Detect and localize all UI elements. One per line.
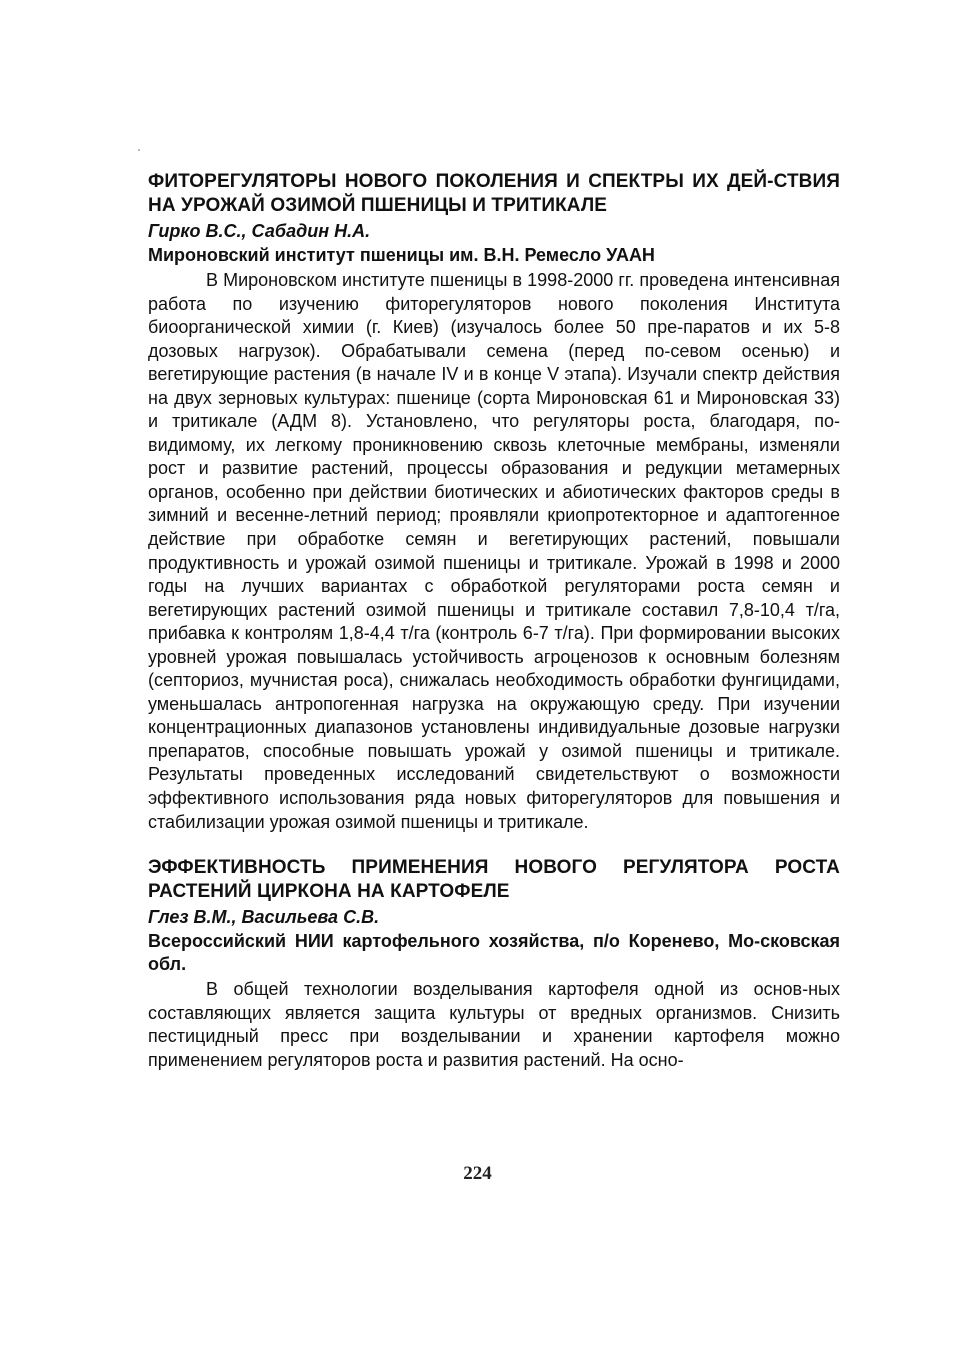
article-authors: Гирко В.С., Сабадин Н.А.	[148, 221, 371, 241]
article-1	[148, 170, 840, 834]
article-body: В Мироновском институте пшеницы в 1998-2000 гг. проведена интенсивная работа по изучению фиторегуляторов нового поколения Института биоорганической химии (г. Киев) (изучалось более 50 пре-паратов и их 5-8 дозовых нагрузок). Обрабатывали семена (перед по-севом осенью) и вегетирующие растения (в начале IV и в конце V этапа). Изучали спектр действия на двух зерновых культурах: пшенице (сорта Мироновская 61 и Мироновская 33) и тритикале (АДМ 8). Установлено, что регуляторы роста, благодаря, по-видимому, их легкому проникновению сквозь клеточные мембраны, изменяли рост и развитие растений, процессы образования и редукции метамерных органов, особенно при действии биотических и абиотических факторов среды в зимний и весенне-летний период; проявляли криопротекторное и адаптогенное действие при обработке семян и вегетирующих растений, повышали продуктивность и урожай озимой пшеницы и тритикале. Урожай в 1998 и 2000 годы на лучших вариантах с обработкой регуляторами роста семян и вегетирующих растений озимой пшеницы и тритикале составил 7,8-10,4 т/га, прибавка к контролям 1,8-4,4 т/га (контроль 6-7 т/га). При формировании высоких уровней урожая повышалась устойчивость агроценозов к основным болезням (септориоз, мучнистая роса), снижалась необходимость обработки фунгицидами, уменьшалась антропогенная нагрузка на окружающую среду. При изучении концентрационных диапазонов установлены индивидуальные дозовые нагрузки препаратов, способные повышать урожай у озимой пшеницы и тритикале. Результаты проведенных исследований свидетельствуют о возможности эффективного использования ряда новых фиторегуляторов для повышения и стабилизации урожая озимой пшеницы и тритикале.	[148, 270, 840, 832]
article-title: ФИТОРЕГУЛЯТОРЫ НОВОГО ПОКОЛЕНИЯ И СПЕКТРЫ ИХ ДЕЙ-СТВИЯ НА УРОЖАЙ ОЗИМОЙ ПШЕНИЦЫ И ТРИТИКАЛЕ	[148, 171, 840, 216]
page-content	[148, 170, 840, 1072]
article-institution: Всероссийский НИИ картофельного хозяйства, п/о Коренево, Мо-сковская обл.	[148, 931, 840, 975]
article-2	[148, 856, 840, 1072]
scan-speck	[138, 149, 140, 151]
article-institution: Мироновский институт пшеницы им. В.Н. Ремесло УААН	[148, 245, 655, 265]
article-authors: Глез В.М., Васильева С.В.	[148, 907, 380, 928]
article-title: ЭФФЕКТИВНОСТЬ ПРИМЕНЕНИЯ НОВОГО РЕГУЛЯТОРА РОСТА РАСТЕНИЙ ЦИРКОНА НА КАРТОФЕЛЕ	[148, 857, 840, 903]
page-number: 224	[463, 1163, 492, 1184]
article-body: В общей технологии возделывания картофеля одной из основ-ных составляющих является защита культуры от вредных организмов. Снизить пестицидный пресс при возделывании и хранении картофеля можно применением регуляторов роста и развития растений. На осно-	[148, 979, 840, 1070]
